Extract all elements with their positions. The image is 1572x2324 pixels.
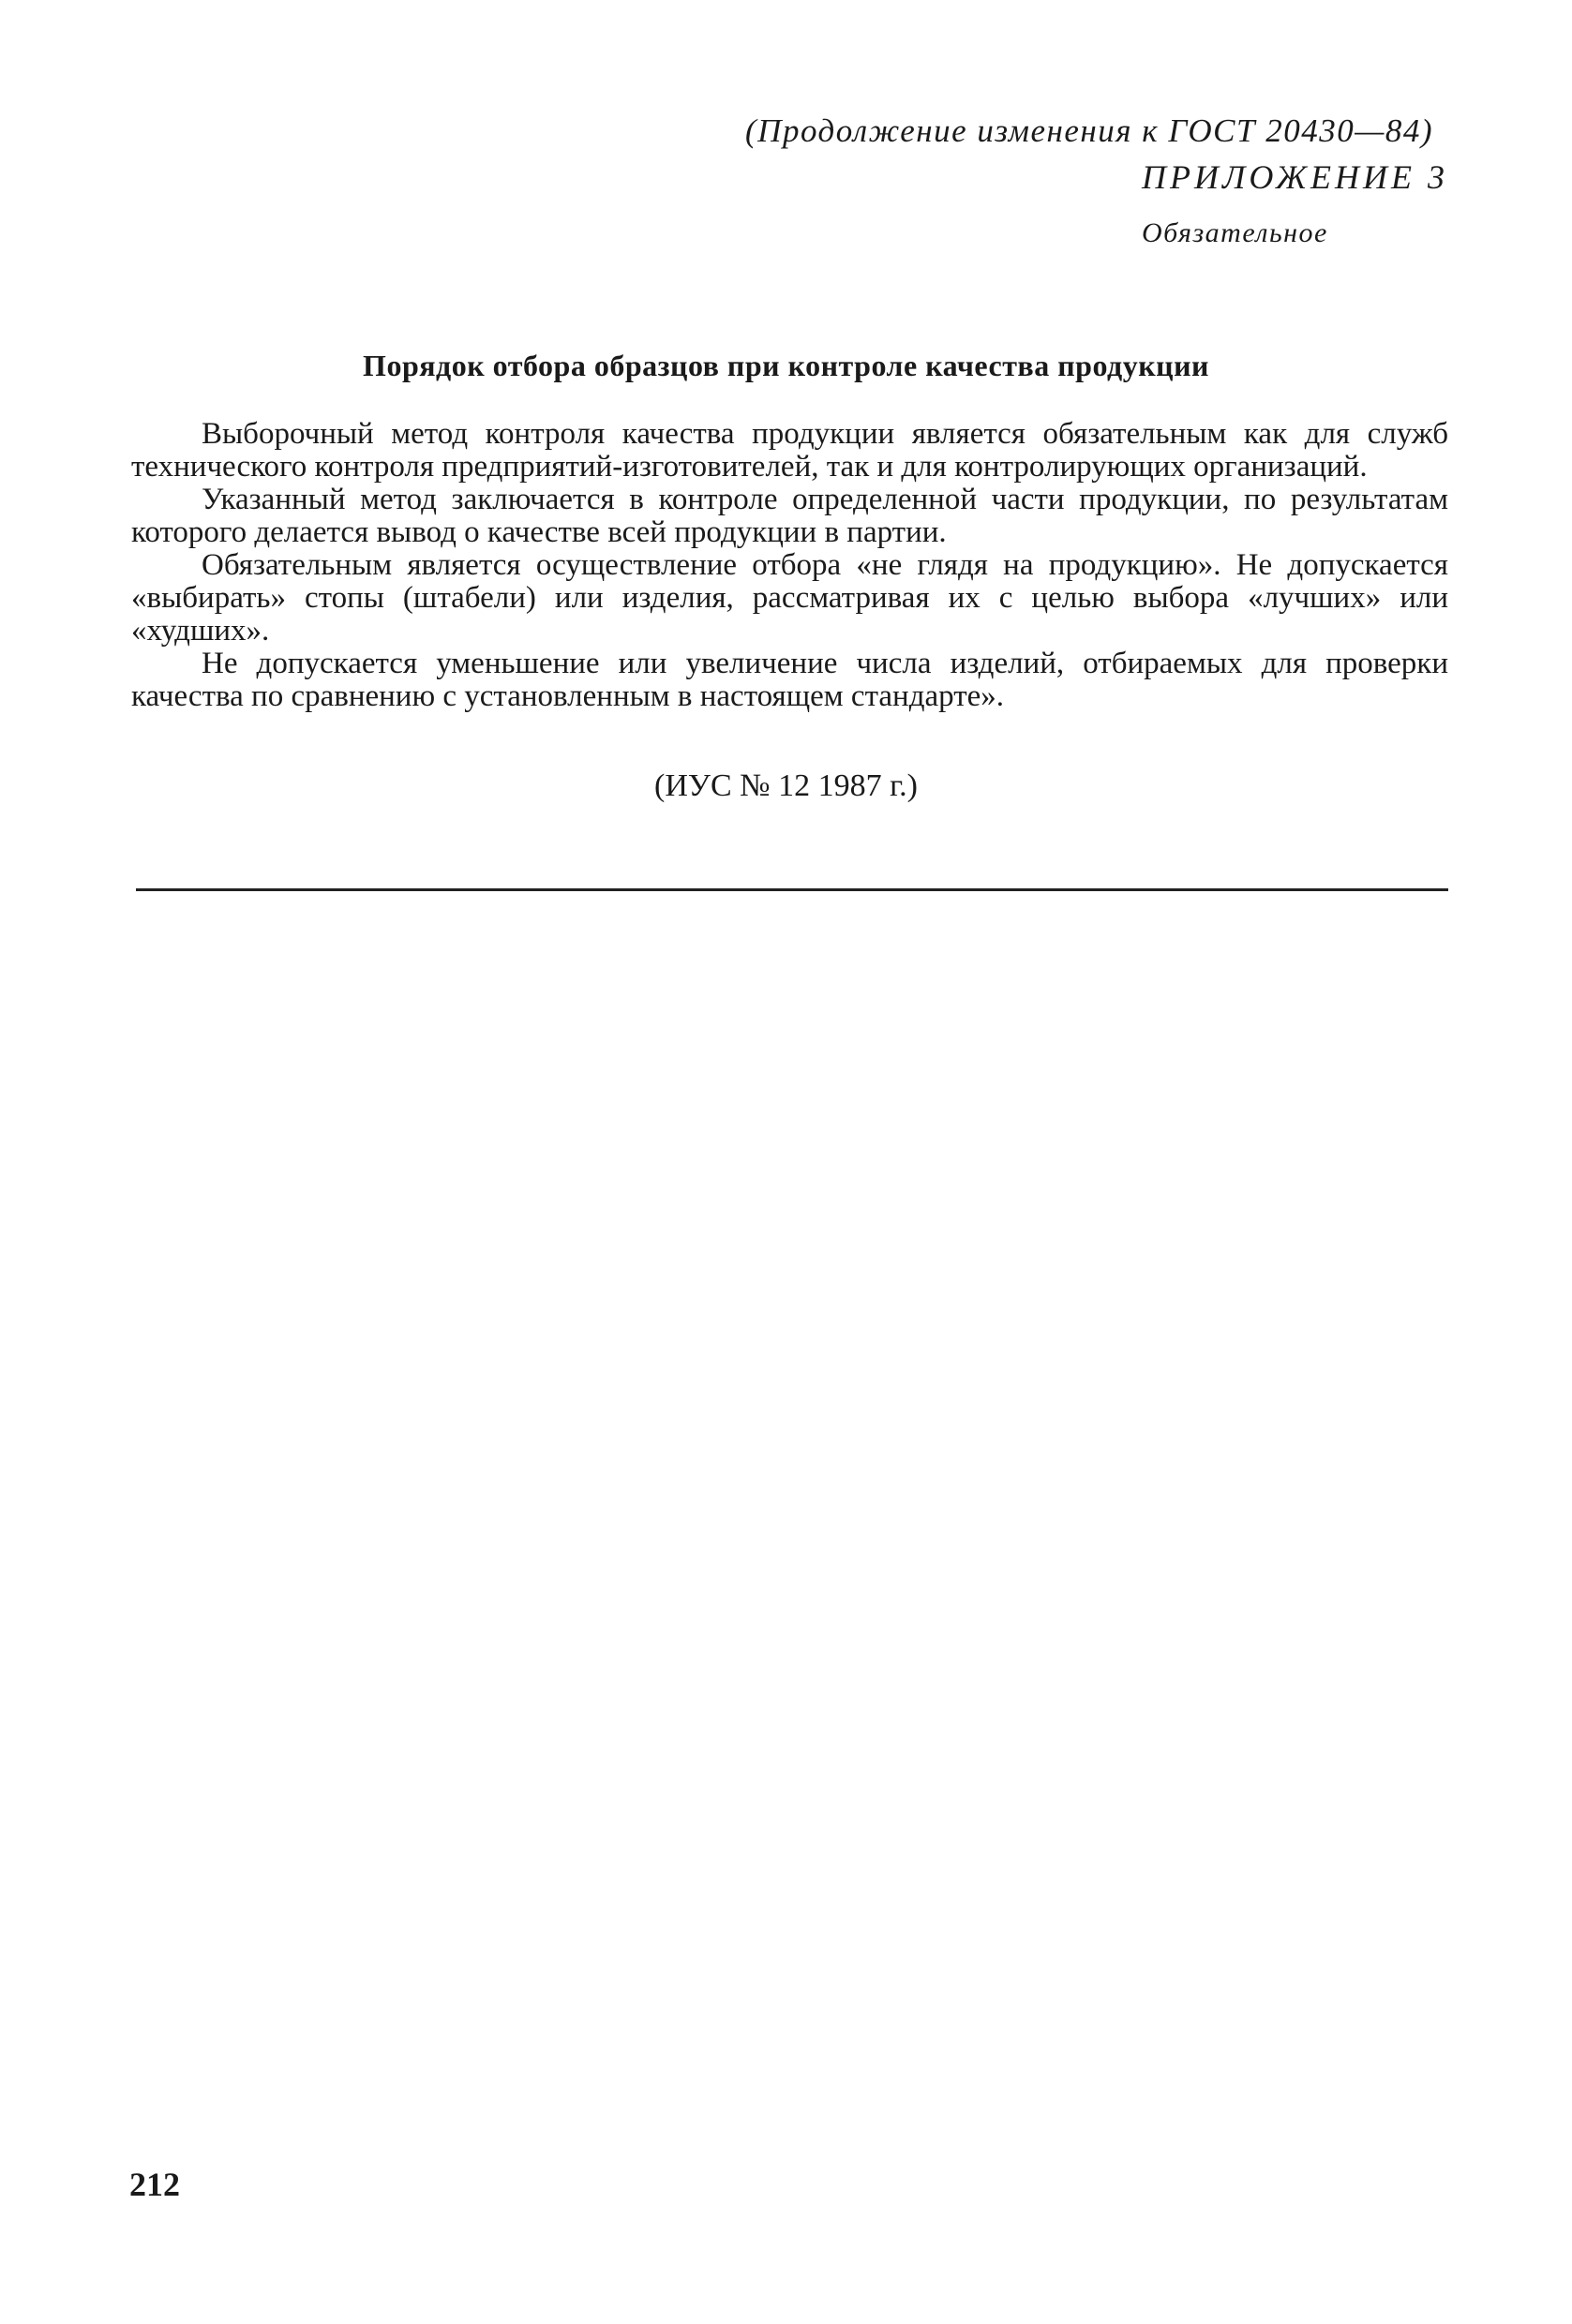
appendix-label: ПРИЛОЖЕНИЕ 3	[1142, 158, 1448, 196]
paragraph-3: Обязательным является осуществление отбора «не глядя на продукцию». Не допускается «выбирать» стопы (штабели) или изделия, рассматривая их с целью выбора «лучших» или «худших».	[131, 548, 1448, 648]
body-text	[131, 418, 1448, 713]
continuation-note: (Продолжение изменения к ГОСТ 20430—84)	[745, 112, 1433, 149]
paragraph-1: Выборочный метод контроля качества продукции является обязательным как для служб технического контроля предприятий-изготовителей, так и для контролирующих организаций.	[131, 417, 1448, 484]
paragraph-2: Указанный метод заключается в контроле определенной части продукции, по результатам которого делается вывод о качестве всей продукции в партии.	[131, 483, 1448, 549]
header-block	[745, 111, 1433, 152]
section-title: Порядок отбора образцов при контроле качества продукции	[363, 349, 1209, 382]
appendix-status: Обязательное	[1142, 217, 1328, 248]
paragraph-4: Не допускается уменьшение или увеличение числа изделий, отбираемых для проверки качества по сравнению с установленным в настоящем стандарте».	[131, 647, 1448, 713]
horizontal-rule	[136, 888, 1448, 891]
page-number: 212	[129, 2166, 180, 2203]
citation: (ИУС № 12 1987 г.)	[654, 768, 918, 803]
